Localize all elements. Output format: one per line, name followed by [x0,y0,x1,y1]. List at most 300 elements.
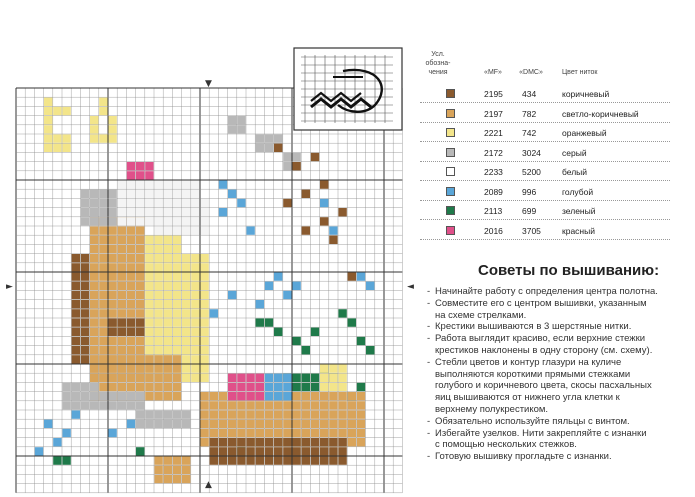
stitch-brown [311,456,319,464]
stitch-brown [246,438,254,446]
stitch-gray [81,392,89,400]
stitch-brown [338,456,346,464]
stitch-light-brown [219,392,227,400]
stitch-yellow [173,318,181,326]
stitch-light-brown [210,392,218,400]
tip-line: голубого и коричневого цвета, скосы пасхальных [435,380,652,392]
stitch-brown [329,456,337,464]
stitch-yellow [53,134,61,142]
stitch-light-brown [108,272,116,280]
stitch-light-brown [320,410,328,418]
stitch-yellow [145,318,153,326]
stitch-brown [283,447,291,455]
stitch-white [164,180,172,188]
stitch-light-brown [237,401,245,409]
stitch-yellow [338,364,346,372]
stitch-light-brown [357,410,365,418]
stitch-white [191,217,199,225]
stitch-brown [72,337,80,345]
stitch-yellow [44,144,52,152]
stitch-brown [265,456,273,464]
stitch-yellow [200,318,208,326]
stitch-yellow [90,134,98,142]
stitch-blue [292,282,300,290]
stitch-light-brown [154,392,162,400]
tip-line: на схеме стрелками. [435,309,527,321]
stitch-brown [246,447,254,455]
stitch-yellow [182,291,190,299]
tip-line: крестиков наклонены в одну сторону (см. схему). [435,344,653,356]
stitch-light-brown [200,429,208,437]
stitch-light-brown [99,282,107,290]
legend-mf-code: 2233 [484,167,503,177]
legend-color-name: светло-коричневый [562,108,639,119]
stitch-yellow [44,125,52,133]
stitch-yellow [182,263,190,271]
stitch-yellow [182,355,190,363]
stitch-light-brown [154,456,162,464]
stitch-light-brown [173,456,181,464]
stitch-white [173,226,181,234]
stitch-gray [90,383,98,391]
stitch-light-brown [265,401,273,409]
stitch-light-brown [127,226,135,234]
stitch-yellow [154,236,162,244]
stitch-blue [320,199,328,207]
stitch-light-brown [99,245,107,253]
stitch-light-brown [283,429,291,437]
stitch-yellow [191,263,199,271]
stitch-green [265,318,273,326]
stitch-yellow [191,364,199,372]
stitch-yellow [200,364,208,372]
stitch-yellow [145,300,153,308]
stitch-light-brown [237,420,245,428]
stitch-light-brown [136,236,144,244]
stitch-white [164,190,172,198]
stitch-light-brown [136,291,144,299]
stitch-gray [90,217,98,225]
stitch-yellow [173,245,181,253]
stitch-gray [136,420,144,428]
stitch-yellow [145,254,153,262]
stitch-green [292,337,300,345]
stitch-yellow [173,291,181,299]
stitch-brown [320,447,328,455]
stitch-light-brown [108,374,116,382]
tip-line: яиц вышиваются от нижнего угла клетки к [435,392,620,404]
stitch-brown [210,447,218,455]
stitch-gray [62,383,70,391]
stitch-light-brown [99,272,107,280]
stitch-light-brown [219,429,227,437]
stitch-gray [292,153,300,161]
stitch-blue [62,429,70,437]
stitch-light-brown [108,346,116,354]
stitch-white [200,226,208,234]
stitch-yellow [320,383,328,391]
stitch-light-brown [320,401,328,409]
stitch-brown [246,456,254,464]
stitch-white [173,208,181,216]
stitch-light-brown [108,254,116,262]
stitch-brown [127,328,135,336]
legend-row [420,145,692,161]
legend-color-name: красный [562,225,595,236]
stitch-yellow [200,337,208,345]
stitch-brown [320,217,328,225]
stitch-yellow [329,364,337,372]
stitch-white [154,226,162,234]
stitch-pink [127,162,135,170]
stitch-light-brown [228,420,236,428]
stitch-green [302,374,310,382]
tips-list [427,286,695,463]
stitch-white [173,199,181,207]
stitch-brown [228,447,236,455]
stitch-brown [338,438,346,446]
stitch-brown [136,318,144,326]
stitch-white [118,190,126,198]
stitch-light-brown [145,355,153,363]
stitch-yellow [191,346,199,354]
stitch-light-brown [90,318,98,326]
stitch-light-brown [136,226,144,234]
stitch-light-brown [348,392,356,400]
stitch-light-brown [99,374,107,382]
stitch-gray [118,401,126,409]
stitch-brown [81,300,89,308]
stitch-gray [237,125,245,133]
stitch-yellow [191,309,199,317]
stitch-light-brown [90,374,98,382]
stitch-light-brown [118,364,126,372]
stitch-white [191,208,199,216]
stitch-pink [127,171,135,179]
stitch-light-brown [338,420,346,428]
legend-color-name: зеленый [562,206,596,216]
stitch-light-brown [173,392,181,400]
stitch-light-brown [210,429,218,437]
stitch-white [127,208,135,216]
stitch-light-brown [127,272,135,280]
stitch-gray [108,199,116,207]
stitch-light-brown [118,374,126,382]
stitch-light-brown [357,401,365,409]
stitch-yellow [154,282,162,290]
stitch-light-brown [246,420,254,428]
stitch-light-brown [99,300,107,308]
stitch-yellow [164,346,172,354]
stitch-yellow [191,318,199,326]
stitch-blue [265,383,273,391]
stitch-brown [81,272,89,280]
stitch-brown [72,355,80,363]
stitch-white [182,199,190,207]
stitch-light-brown [108,309,116,317]
stitch-gray [173,410,181,418]
stitch-light-brown [108,282,116,290]
stitch-white [127,190,135,198]
stitch-brown [292,162,300,170]
stitch-light-brown [90,328,98,336]
stitch-light-brown [99,328,107,336]
legend-color-swatch [446,89,455,98]
stitch-light-brown [127,282,135,290]
stitch-light-brown [90,309,98,317]
stitch-light-brown [118,300,126,308]
stitch-yellow [200,300,208,308]
legend-color-swatch [446,167,455,176]
stitch-green [292,374,300,382]
stitch-yellow [182,364,190,372]
stitch-white [118,199,126,207]
stitch-white [136,180,144,188]
stitch-light-brown [210,410,218,418]
stitch-light-brown [164,355,172,363]
stitch-brown [81,282,89,290]
stitch-brown [219,456,227,464]
stitch-brown [338,208,346,216]
stitch-white [118,180,126,188]
legend-color-swatch [446,206,455,215]
stitch-yellow [99,134,107,142]
stitch-light-brown [357,438,365,446]
stitch-yellow [173,300,181,308]
stitch-light-brown [357,429,365,437]
stitch-light-brown [311,410,319,418]
legend-header-color: Цвет ниток [562,69,598,76]
stitch-yellow [182,318,190,326]
stitch-white [136,217,144,225]
stitch-pink [246,392,254,400]
legend-row [420,184,692,200]
stitch-light-brown [108,337,116,345]
stitch-light-brown [99,383,107,391]
stitch-gray [90,190,98,198]
stitch-light-brown [182,456,190,464]
stitch-brown [329,447,337,455]
legend-color-name: белый [562,167,588,177]
stitch-yellow [145,263,153,271]
stitch-blue [274,272,282,280]
stitch-light-brown [219,420,227,428]
stitch-light-brown [311,401,319,409]
stitch-light-brown [173,364,181,372]
stitch-brown [81,346,89,354]
stitch-light-brown [292,410,300,418]
stitch-gray [108,208,116,216]
stitch-white [182,226,190,234]
stitch-yellow [44,98,52,106]
stitch-blue [53,438,61,446]
stitch-white [164,208,172,216]
legend-row-divider [420,141,670,142]
stitch-light-brown [136,245,144,253]
stitch-light-brown [348,429,356,437]
stitch-white [182,190,190,198]
stitch-light-brown [127,355,135,363]
legend-mf-code: 2113 [484,206,503,216]
stitch-light-brown [127,383,135,391]
stitch-light-brown [274,420,282,428]
stitch-green [348,318,356,326]
stitch-yellow [173,272,181,280]
stitch-brown [237,447,245,455]
stitch-yellow [53,144,61,152]
stitch-light-brown [127,245,135,253]
stitch-light-brown [127,309,135,317]
stitch-light-brown [320,392,328,400]
stitch-brown [72,309,80,317]
stitch-light-brown [256,420,264,428]
stitch-light-brown [99,318,107,326]
stitch-yellow [154,300,162,308]
stitch-gray [81,217,89,225]
stitch-yellow [164,263,172,271]
stitch-brown [311,438,319,446]
stitch-white [127,217,135,225]
stitch-gray [108,190,116,198]
stitch-green [357,383,365,391]
stitch-gray [182,420,190,428]
stitch-green [311,383,319,391]
stitch-brown [338,447,346,455]
stitch-brown [265,438,273,446]
stitch-light-brown [118,291,126,299]
stitch-light-brown [302,429,310,437]
stitch-green [311,374,319,382]
stitch-light-brown [90,355,98,363]
stitch-light-brown [219,410,227,418]
stitch-blue [283,291,291,299]
stitch-white [191,180,199,188]
legend-dmc-code: 5200 [522,167,541,177]
stitch-light-brown [99,226,107,234]
legend-row [420,125,692,141]
stitch-light-brown [136,383,144,391]
stitch-blue [228,291,236,299]
stitch-gray [283,162,291,170]
stitch-light-brown [118,245,126,253]
stitch-light-brown [118,282,126,290]
stitch-gray [99,392,107,400]
stitch-light-brown [90,226,98,234]
stitch-white [154,180,162,188]
stitch-brown [302,438,310,446]
stitch-gray [62,392,70,400]
stitch-light-brown [90,337,98,345]
stitch-gray [145,410,153,418]
legend-dmc-code: 996 [522,186,537,197]
stitch-brown [118,318,126,326]
stitch-yellow [164,282,172,290]
stitch-yellow [145,282,153,290]
stitch-light-brown [292,392,300,400]
stitch-light-brown [90,300,98,308]
stitch-yellow [191,254,199,262]
stitch-green [302,383,310,391]
stitch-brown [274,456,282,464]
stitch-light-brown [127,337,135,345]
stitch-brown [302,447,310,455]
stitch-yellow [154,328,162,336]
stitch-light-brown [99,337,107,345]
stitch-pink [237,374,245,382]
stitch-brown [81,291,89,299]
legend-row [420,203,692,219]
stitch-light-brown [127,263,135,271]
stitch-brown [219,438,227,446]
stitch-gray [256,144,264,152]
stitch-light-brown [90,282,98,290]
stitch-gray [256,134,264,142]
stitch-light-brown [265,410,273,418]
stitch-light-brown [338,410,346,418]
stitch-light-brown [173,475,181,483]
stitch-yellow [62,134,70,142]
stitch-white [145,190,153,198]
stitch-blue [237,199,245,207]
stitch-light-brown [200,410,208,418]
stitch-white [182,208,190,216]
stitch-gray [265,144,273,152]
stitch-light-brown [118,226,126,234]
stitch-green [302,346,310,354]
legend-row [420,86,692,102]
stitch-light-brown [90,236,98,244]
legend-row-divider [420,219,670,220]
stitch-yellow [164,309,172,317]
stitch-white [136,190,144,198]
legend-row-divider [420,180,670,181]
stitch-blue [256,300,264,308]
stitch-light-brown [127,300,135,308]
stitch-light-brown [338,429,346,437]
stitch-light-brown [108,236,116,244]
stitch-light-brown [237,410,245,418]
stitch-yellow [145,291,153,299]
stitch-light-brown [302,410,310,418]
stitch-yellow [191,300,199,308]
stitch-light-brown [164,456,172,464]
stitch-white [118,217,126,225]
stitch-brown [237,438,245,446]
stitch-yellow [44,134,52,142]
legend-header-symbol: Усл. обозна-чения [425,51,451,76]
stitch-brown [72,254,80,262]
stitch-gray [72,401,80,409]
stitch-brown [329,438,337,446]
stitch-gray [108,217,116,225]
stitch-yellow [108,125,116,133]
tip-line: - Обязательно используйте пяльцы с винтом. [427,416,695,428]
stitch-blue [219,208,227,216]
stitch-brown [72,291,80,299]
stitch-light-brown [118,236,126,244]
stitch-brown [256,456,264,464]
stitch-light-brown [154,364,162,372]
legend-header-mf: «MF» [484,69,502,76]
legend-dmc-code: 3024 [522,147,541,158]
legend-color-name: коричневый [562,89,610,99]
stitch-yellow [164,318,172,326]
stitch-brown [228,456,236,464]
stitch-light-brown [329,401,337,409]
stitch-light-brown [136,272,144,280]
stitch-green [62,456,70,464]
stitch-gray [228,116,236,124]
